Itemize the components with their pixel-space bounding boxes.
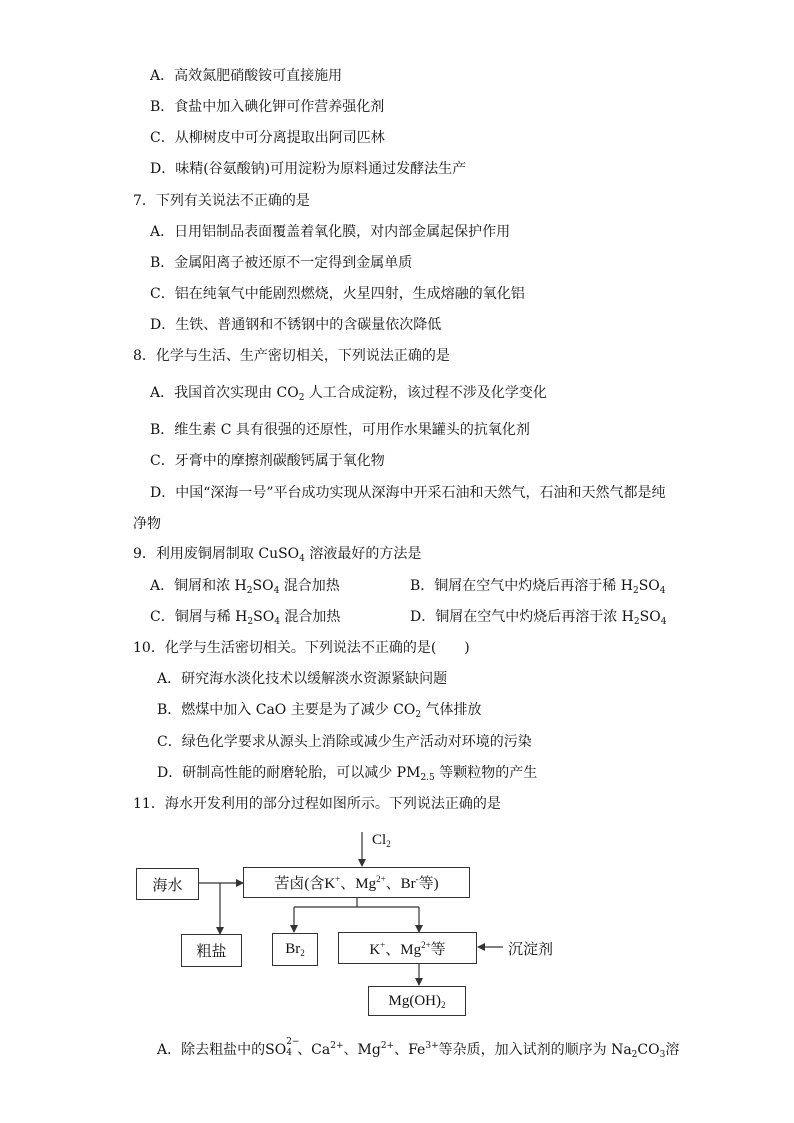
ions-mg-sup: 2+ xyxy=(421,939,431,950)
mgoh2-main: Mg(OH) xyxy=(388,992,441,1009)
box-ions xyxy=(338,932,477,964)
q6-option-b: B．食盐中加入碘化钾可作营养强化剂 xyxy=(150,99,385,115)
q9-a-sub2: 4 xyxy=(273,586,280,596)
q9-b-sub2: 4 xyxy=(659,586,666,596)
box-seawater xyxy=(136,868,199,900)
ions-text xyxy=(369,938,445,959)
q7-option-d: D．生铁、普通钢和不锈钢中的含碳量依次降低 xyxy=(150,317,442,333)
mg-sup: 2+ xyxy=(380,1041,395,1051)
q6-option-c: C．从柳树皮中可分离提取出阿司匹林 xyxy=(150,130,385,146)
mgoh2-text xyxy=(389,993,446,1010)
q9-a-text: A．铜屑和浓 H xyxy=(150,578,247,594)
q10-d-sub: 2.5 xyxy=(420,773,435,783)
q9-c-sub2: 4 xyxy=(274,617,280,627)
label-cl2 xyxy=(372,832,391,849)
ca-sup: 2+ xyxy=(330,1041,344,1051)
q11-stem: 11．海水开发利用的部分过程如图所示。下列说法正确的是 xyxy=(133,796,501,812)
q11-option-a xyxy=(157,1037,680,1060)
q9-stem-sub: 4 xyxy=(299,554,305,564)
q9-b-mid: SO xyxy=(638,578,660,594)
q8-a-text-2: 人工合成淀粉，该过程不涉及化学变化 xyxy=(304,385,547,401)
q11-a-pre: A．除去粗盐中的SO xyxy=(157,1042,287,1058)
q9-d-sub1: 2 xyxy=(633,617,640,627)
q9-stem-text: 9．利用废铜屑制取 CuSO xyxy=(133,546,300,562)
brine-br-sup: - xyxy=(415,874,419,884)
q9-a-post: 混合加热 xyxy=(279,578,340,594)
q6-option-d: D．味精(谷氨酸钠)可用淀粉为原料通过发酵法生产 xyxy=(150,161,467,177)
brine-k-sup: + xyxy=(335,874,341,884)
br2-main: Br xyxy=(285,941,301,957)
q8-a-sub: 2 xyxy=(298,393,305,403)
brine-mid2: 、Br xyxy=(385,876,416,892)
q11-a-mid1: 、Ca xyxy=(297,1042,331,1058)
q11-a-mid3: 、Fe xyxy=(394,1042,426,1058)
q9-c-text: C．铜屑与稀 H xyxy=(150,609,248,625)
q8-stem: 8．化学与生活、生产密切相关，下列说法正确的是 xyxy=(133,348,450,364)
q9-c-sub1: 2 xyxy=(247,617,254,627)
box-crude-salt xyxy=(181,934,242,967)
q10-d-post: 等颗粒物的产生 xyxy=(434,765,538,781)
brine-mid1: 、Mg xyxy=(340,876,377,892)
q7-option-b: B．金属阳离子被还原不一定得到金属单质 xyxy=(150,255,413,271)
q9-b-sub1: 2 xyxy=(632,586,639,596)
q10-b-text: B．燃煤中加入 CaO 主要是为了减少 CO xyxy=(157,702,416,718)
crude-salt-text: 粗盐 xyxy=(196,944,227,960)
q10-b-post: 气体排放 xyxy=(421,702,482,718)
ions-mid: 、Mg xyxy=(385,941,422,958)
q7-option-a: A．日用铝制品表面覆盖着氧化膜，对内部金属起保护作用 xyxy=(150,224,511,240)
mgoh2-sub: 2 xyxy=(441,999,446,1010)
box-br2 xyxy=(272,933,318,966)
q9-b-text: B．铜屑在空气中灼烧后再溶于稀 H xyxy=(410,578,633,594)
q6-option-a: A．高效氮肥硝酸铵可直接施用 xyxy=(150,68,343,84)
q10-d-text: D．研制高性能的耐磨轮胎，可以减少 PM xyxy=(157,765,421,781)
q9-a-mid: SO xyxy=(252,578,274,594)
q10-stem: 10．化学与生活密切相关。下列说法不正确的是( ) xyxy=(133,640,470,656)
box-mgoh2 xyxy=(368,986,466,1016)
q10-b-sub: 2 xyxy=(415,710,422,720)
q11-a-post: 溶 xyxy=(665,1042,680,1058)
q8-option-d-line1: D．中国“深海一号”平台成功实现从深海中开采石油和天然气，石油和天然气都是纯 xyxy=(150,485,666,501)
q7-stem: 7．下列有关说法不正确的是 xyxy=(133,193,310,209)
cl2-text: Cl xyxy=(372,832,387,848)
q11-a-co: CO xyxy=(637,1042,660,1058)
na-sub: 2 xyxy=(631,1050,638,1060)
q10-option-c: C．绿色化学要求从源头上消除或减少生产活动对环境的污染 xyxy=(157,734,532,750)
q9-a-sub1: 2 xyxy=(246,586,253,596)
q8-option-c: C．牙膏中的摩擦剂碳酸钙属于氧化物 xyxy=(150,453,385,469)
label-precipitant: 沉淀剂 xyxy=(508,942,554,958)
q9-d-sub2: 4 xyxy=(660,617,667,627)
q9-d-mid: SO xyxy=(639,609,661,625)
q7-option-c: C．铝在纯氧气中能剧烈燃烧，火星四射，生成熔融的氧化铝 xyxy=(150,286,525,302)
fe-sup: 3+ xyxy=(425,1041,439,1051)
brine-text xyxy=(274,872,438,893)
q8-option-d-line2: 净物 xyxy=(133,516,161,532)
brine-post: 等) xyxy=(418,876,439,892)
seawater-text: 海水 xyxy=(152,877,183,894)
q9-d-text: D．铜屑在空气中灼烧后再溶于浓 H xyxy=(410,609,634,625)
q11-a-mid2: 、Mg xyxy=(343,1042,381,1058)
box-brine xyxy=(243,867,470,898)
q9-c-post: 混合加热 xyxy=(279,609,341,625)
q10-option-a: A．研究海水淡化技术以缓解淡水资源紧缺问题 xyxy=(157,671,448,687)
ions-post: 等 xyxy=(430,941,446,958)
q9-stem-text-2: 溶液最好的方法是 xyxy=(304,546,422,562)
co-sub: 3 xyxy=(659,1050,666,1060)
so4-ion: 2− 4 xyxy=(286,1037,300,1058)
q9-c-mid: SO xyxy=(253,609,275,625)
q11-a-mid4: 等杂质，加入试剂的顺序为 Na xyxy=(438,1042,632,1058)
br2-text xyxy=(285,941,305,958)
q8-option-b: B．维生素 C 具有很强的还原性，可用作水果罐头的抗氧化剂 xyxy=(150,422,530,438)
brine-pre: 苦卤(含K xyxy=(274,876,336,892)
ions-k-sup: + xyxy=(380,939,386,950)
cl2-sub: 2 xyxy=(386,839,391,849)
br2-sub: 2 xyxy=(300,948,305,958)
q8-a-text: A．我国首次实现由 CO xyxy=(150,385,299,401)
brine-mg-sup: 2+ xyxy=(376,874,386,884)
ions-k: K xyxy=(369,941,381,958)
